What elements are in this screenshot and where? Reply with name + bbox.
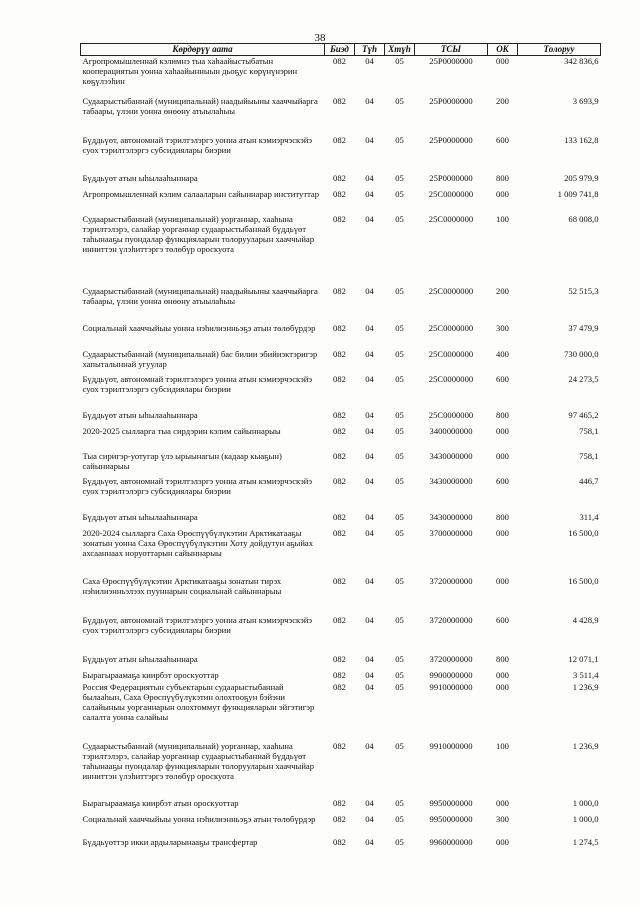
table-row	[81, 349, 601, 374]
table-body	[81, 56, 601, 851]
cell-tsy: 25P0000000	[429, 56, 473, 66]
page-number: 38	[314, 32, 326, 44]
cell-tsy: 25C0000000	[428, 348, 474, 359]
cell-name: Социальнай хааччыйыы уонна нэһилиэнньэҕэ атын төлөбүрдэр	[82, 322, 316, 333]
cell-name: Бүддьүөт атын ыһылааһыннара	[82, 653, 198, 664]
cell-bizd: 082	[333, 285, 346, 296]
cell-tyh: 04	[365, 425, 374, 436]
cell-htyh: 05	[395, 285, 404, 296]
cell-name: Судаарыстыбаннай (муниципальнай) бас билии эбийиэктэригэр хапыталыннай угуулар	[82, 348, 318, 369]
cell-ok: 000	[496, 575, 509, 586]
cell-bizd: 082	[333, 681, 346, 692]
cell-bizd: 082	[333, 373, 346, 384]
cell-amount: 1 274,5	[572, 836, 599, 847]
cell-name: Россия Федерациятын субъектарын судаарыстыбаннай былааһын, Саха Өрөспүүбүлүкэтин олохтооҕун бэйэни салайыныы уорганнарын олохтоммут функцияларын эйгэтигэр салалта уонна салайыы	[82, 681, 315, 723]
cell-tyh: 04	[365, 172, 374, 183]
cell-ok: 000	[496, 425, 509, 436]
cell-name: Бүддьүөт, автономнай тэрилтэлэргэ уонна атын кэмиэрчэскэйэ суох тэрилтэлэргэ субсидиялары биэрии	[82, 134, 313, 155]
cell-amount: 3 511,4	[573, 669, 599, 680]
cell-amount: 758,1	[579, 450, 599, 461]
table-row	[81, 189, 601, 214]
cell-htyh: 05	[395, 213, 404, 224]
cell-tyh: 04	[365, 527, 374, 538]
cell-amount: 730 000,0	[564, 348, 599, 359]
cell-bizd: 082	[333, 425, 346, 436]
cell-ok: 000	[496, 527, 509, 538]
cell-tyh: 04	[365, 836, 374, 847]
table-row	[81, 410, 601, 426]
cell-name: Бүддьүөттэр икки ардыларынааҕы трансфертар	[82, 836, 258, 847]
cell-tyh: 04	[365, 322, 374, 333]
table-row	[81, 96, 601, 135]
cell-amount: 12 071,1	[568, 653, 599, 664]
table-row	[81, 576, 601, 615]
cell-tyh: 04	[365, 681, 374, 692]
cell-ok: 000	[496, 797, 509, 808]
cell-ok: 600	[496, 134, 509, 145]
cell-htyh: 05	[395, 813, 404, 824]
cell-name: Судаарыстыбаннай (муниципальнай) уорганнар, хааһына тэрилтэлэрэ, салайар уорганнар судаарыстыбаннай бүддьүөт таһынааҕы пуондалар функцияларын толорууларын хааччыйар инниттэн үлэһиттэргэ төлөбүр ороскуота	[82, 213, 315, 255]
cell-name: Бырагыраамаҕа киирбэт атын ороскуоттар	[82, 797, 239, 808]
cell-name: Тыа сиригэр-уотугар үлэ ырыынагын (кадаар кыаҕын) сайыннарыы	[82, 450, 282, 471]
cell-ok: 400	[496, 348, 509, 359]
cell-bizd: 082	[333, 409, 346, 420]
header-tsy: ТСЫ	[415, 44, 488, 56]
cell-tsy: 25C0000000	[428, 373, 474, 384]
cell-amount: 1 236,9	[572, 681, 599, 692]
cell-tyh: 04	[365, 285, 374, 296]
cell-tyh: 04	[365, 740, 374, 751]
cell-ok: 600	[496, 614, 509, 625]
cell-name: Бүддьүөт, автономнай тэрилтэлэргэ уонна атын кэмиэрчэскэйэ суох тэрилтэлэргэ субсидиялары биэрии	[82, 373, 313, 394]
cell-ok: 200	[496, 95, 509, 106]
cell-name: 2020-2024 сылларга Саха Өрөспүүбүлүкэтин Арктикатааҕы зонатын уонна Саха Өрөспүүбүлүкэтин Хоту дойдутун аҕыйах ахсааннаах норуоттарын сайыннарыы	[82, 527, 314, 558]
cell-tyh: 04	[365, 653, 374, 664]
cell-bizd: 082	[333, 813, 346, 824]
cell-ok: 100	[496, 740, 509, 751]
cell-htyh: 05	[395, 134, 404, 145]
cell-name: Социальнай хааччыйыы уонна нэһилиэнньэҕэ атын төлөбүрдэр	[82, 813, 316, 824]
cell-amount: 68 008,0	[568, 213, 599, 224]
cell-ok: 000	[496, 450, 509, 461]
cell-htyh: 05	[395, 836, 404, 847]
cell-tyh: 04	[365, 511, 374, 522]
cell-tyh: 04	[365, 614, 374, 625]
table-row	[81, 615, 601, 654]
cell-ok: 300	[496, 813, 509, 824]
cell-htyh: 05	[395, 475, 404, 486]
cell-tsy: 25P0000000	[429, 95, 473, 106]
table-row	[81, 135, 601, 173]
cell-tsy: 9950000000	[429, 797, 473, 808]
cell-tyh: 04	[365, 450, 374, 461]
cell-name: Судаарыстыбаннай (муниципальнай) наадыйыыны хааччыйарга табаары, үлэни уонна өнөөну атыылаһыы	[82, 95, 318, 116]
cell-bizd: 082	[333, 740, 346, 751]
cell-bizd: 082	[333, 95, 346, 106]
cell-htyh: 05	[395, 95, 404, 106]
cell-tyh: 04	[365, 188, 374, 199]
cell-htyh: 05	[395, 575, 404, 586]
header-ok: ОК	[488, 44, 518, 56]
cell-amount: 16 500,0	[568, 575, 599, 586]
cell-ok: 800	[496, 511, 509, 522]
cell-ok: 800	[496, 653, 509, 664]
table-row	[81, 741, 601, 798]
cell-tsy: 25C0000000	[428, 188, 474, 199]
cell-ok: 600	[496, 475, 509, 486]
cell-bizd: 082	[333, 653, 346, 664]
cell-htyh: 05	[395, 527, 404, 538]
cell-htyh: 05	[395, 348, 404, 359]
cell-bizd: 082	[333, 511, 346, 522]
cell-htyh: 05	[395, 797, 404, 808]
cell-bizd: 082	[333, 836, 346, 847]
cell-htyh: 05	[395, 450, 404, 461]
table-row	[81, 451, 601, 476]
cell-amount: 52 515,3	[568, 285, 599, 296]
cell-name: Судаарыстыбаннай (муниципальнай) уорганнар, хааһына тэрилтэлэрэ, салайар уорганнар судаарыстыбаннай бүддьүөт таһынааҕы пуондалар функцияларын толорууларын хааччыйар инниттэн үлэһиттэргэ төлөбүр ороскуота	[82, 740, 315, 782]
table-row	[81, 476, 601, 512]
cell-bizd: 082	[333, 475, 346, 486]
cell-amount: 16 500,0	[568, 527, 599, 538]
cell-bizd: 082	[333, 213, 346, 224]
cell-tsy: 3720000000	[429, 575, 473, 586]
cell-htyh: 05	[395, 669, 404, 680]
cell-amount: 1 009 741,8	[557, 188, 599, 199]
cell-tyh: 04	[365, 575, 374, 586]
header-bizd: Биэд	[325, 44, 355, 56]
cell-ok: 800	[496, 172, 509, 183]
cell-tsy: 3400000000	[429, 425, 473, 436]
cell-htyh: 05	[395, 409, 404, 420]
header-htyh: Хтүһ	[385, 44, 415, 56]
cell-amount: 1 000,0	[572, 813, 599, 824]
cell-ok: 000	[496, 188, 509, 199]
cell-bizd: 082	[333, 450, 346, 461]
table-row	[81, 814, 601, 837]
table-row	[81, 286, 601, 323]
cell-name: Бүддьүөт, автономнай тэрилтэлэргэ уонна атын кэмиэрчэскэйэ суох тэрилтэлэргэ субсидиялары биэрии	[82, 614, 313, 635]
header-tyh: Түһ	[355, 44, 385, 56]
table-row	[81, 323, 601, 349]
cell-amount: 446,7	[579, 475, 599, 486]
cell-bizd: 082	[333, 575, 346, 586]
cell-htyh: 05	[395, 425, 404, 436]
cell-tyh: 04	[365, 348, 374, 359]
table-row	[81, 654, 601, 670]
cell-tsy: 25P0000000	[429, 134, 473, 145]
cell-tsy: 9950000000	[429, 813, 473, 824]
cell-name: 2020-2025 сылларга тыа сирдэрин кэлим сайыннарыы	[82, 425, 281, 436]
cell-tsy: 25C0000000	[428, 285, 474, 296]
cell-name: Саха Өрөспүүбүлүкэтин Арктикатааҕы зонатын тирэх нэһилиэнньэлээх пууннарын социальнай сайыннарыы	[82, 575, 282, 596]
cell-ok: 800	[496, 409, 509, 420]
table-row	[81, 426, 601, 451]
cell-ok: 000	[496, 669, 509, 680]
cell-name: Бүддьүөт атын ыһылааһыннара	[82, 511, 198, 522]
table-row	[81, 670, 601, 682]
cell-tyh: 04	[365, 95, 374, 106]
cell-bizd: 082	[333, 56, 346, 66]
table-row	[81, 173, 601, 189]
cell-htyh: 05	[395, 373, 404, 384]
cell-name: Бүддьүөт атын ыһылааһыннара	[82, 409, 198, 420]
cell-name: Агропромышленнай кэлимнэ тыа хаһаайыстыбатын кооперациятын уонна хаһаайынныын дьоҕус көрүнүнэрин көҕүлээһин	[82, 56, 298, 87]
cell-tsy: 9960000000	[429, 836, 473, 847]
cell-bizd: 082	[333, 188, 346, 199]
cell-tsy: 3430000000	[429, 511, 473, 522]
cell-tyh: 04	[365, 669, 374, 680]
cell-amount: 311,4	[579, 511, 599, 522]
cell-tsy: 3720000000	[429, 614, 473, 625]
cell-amount: 1 236,9	[572, 740, 599, 751]
cell-tsy: 25C0000000	[428, 409, 474, 420]
cell-tsy: 25C0000000	[428, 213, 474, 224]
cell-ok: 000	[496, 681, 509, 692]
cell-tsy: 3430000000	[429, 450, 473, 461]
cell-tsy: 9910000000	[429, 681, 473, 692]
header-name: Көрдөрүү аата	[81, 44, 325, 56]
cell-tsy: 9900000000	[429, 669, 473, 680]
cell-htyh: 05	[395, 511, 404, 522]
cell-name: Бүддьүөт атын ыһылааһыннара	[82, 172, 198, 183]
cell-htyh: 05	[395, 172, 404, 183]
cell-tsy: 25C0000000	[428, 322, 474, 333]
cell-name: Судаарыстыбаннай (муниципальнай) наадыйыыны хааччыйарга табаары, үлэни уонна өнөөну атыылаһыы	[82, 285, 318, 306]
cell-amount: 37 479,9	[568, 322, 599, 333]
cell-bizd: 082	[333, 797, 346, 808]
cell-tyh: 04	[365, 213, 374, 224]
cell-tyh: 04	[365, 134, 374, 145]
cell-bizd: 082	[333, 134, 346, 145]
cell-htyh: 05	[395, 740, 404, 751]
table-row	[81, 56, 601, 96]
cell-tsy: 9910000000	[429, 740, 473, 751]
cell-ok: 000	[496, 836, 509, 847]
table-header-row	[81, 44, 601, 56]
cell-tsy: 3720000000	[429, 653, 473, 664]
cell-ok: 100	[496, 213, 509, 224]
cell-ok: 000	[496, 56, 509, 66]
table-row	[81, 798, 601, 814]
cell-tyh: 04	[365, 409, 374, 420]
cell-amount: 4 428,9	[572, 614, 599, 625]
cell-tsy: 3700000000	[429, 527, 473, 538]
cell-tyh: 04	[365, 797, 374, 808]
cell-htyh: 05	[395, 614, 404, 625]
cell-tyh: 04	[365, 56, 374, 66]
cell-ok: 200	[496, 285, 509, 296]
cell-bizd: 082	[333, 614, 346, 625]
cell-amount: 205 979,9	[564, 172, 599, 183]
cell-htyh: 05	[395, 681, 404, 692]
cell-bizd: 082	[333, 172, 346, 183]
cell-tyh: 04	[365, 813, 374, 824]
cell-htyh: 05	[395, 653, 404, 664]
budget-table	[80, 43, 601, 851]
cell-htyh: 05	[395, 188, 404, 199]
cell-amount: 24 273,5	[568, 373, 599, 384]
cell-tsy: 25P0000000	[429, 172, 473, 183]
cell-ok: 300	[496, 322, 509, 333]
cell-amount: 133 162,8	[564, 134, 599, 145]
cell-tyh: 04	[365, 475, 374, 486]
cell-name: Бырагыраамаҕа киирбэт ороскуоттар	[82, 669, 219, 680]
cell-ok: 600	[496, 373, 509, 384]
table-row	[81, 528, 601, 576]
cell-htyh: 05	[395, 56, 404, 66]
header-amount: Толоруу	[518, 44, 601, 56]
table-row	[81, 214, 601, 286]
cell-bizd: 082	[333, 348, 346, 359]
cell-tyh: 04	[365, 373, 374, 384]
cell-name: Агропромышленнай кэлим салааларын сайыннарар институттар	[82, 188, 320, 199]
table-row	[81, 682, 601, 741]
cell-bizd: 082	[333, 669, 346, 680]
cell-tsy: 3430000000	[429, 475, 473, 486]
cell-htyh: 05	[395, 322, 404, 333]
cell-amount: 97 465,2	[568, 409, 599, 420]
cell-bizd: 082	[333, 527, 346, 538]
cell-amount: 758,1	[579, 425, 599, 436]
cell-name: Бүддьүөт, автономнай тэрилтэлэргэ уонна атын кэмиэрчэскэйэ суох тэрилтэлэргэ субсидиялары биэрии	[82, 475, 313, 496]
cell-amount: 1 000,0	[572, 797, 599, 808]
table-row	[81, 512, 601, 528]
cell-amount: 342 836,6	[564, 56, 599, 66]
cell-bizd: 082	[333, 322, 346, 333]
cell-amount: 3 693,9	[572, 95, 599, 106]
table-row	[81, 837, 601, 851]
table-row	[81, 374, 601, 410]
